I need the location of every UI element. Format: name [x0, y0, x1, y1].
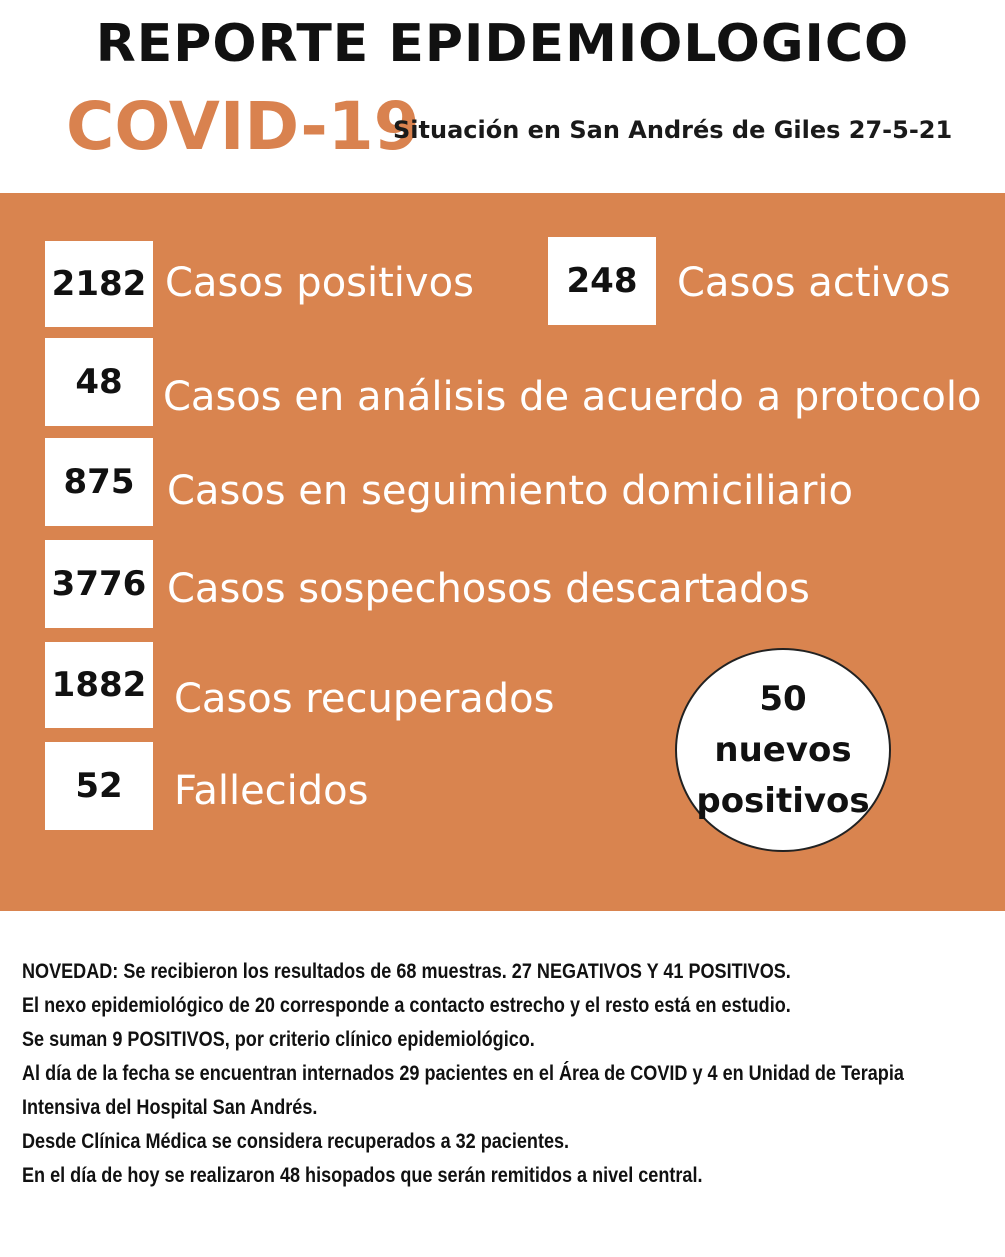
analisis-value-box: [45, 338, 153, 426]
recuperados-value: 1882: [51, 665, 147, 705]
situation-subtitle: Situación en San Andrés de Giles 27-5-21: [393, 116, 953, 144]
positivos-value-box: [45, 241, 153, 327]
domiciliario-label: Casos en seguimiento domiciliario: [167, 468, 854, 514]
novedad-line: El nexo epidemiológico de 20 corresponde a contacto estrecho y el resto está en estudio.: [22, 994, 791, 1017]
nuevos-line2: positivos: [696, 780, 870, 821]
novedad-line: Desde Clínica Médica se considera recuperados a 32 pacientes.: [22, 1130, 570, 1153]
descartados-label: Casos sospechosos descartados: [167, 566, 810, 612]
novedad-line: Intensiva del Hospital San Andrés.: [22, 1096, 318, 1119]
domiciliario-value: 875: [63, 462, 135, 502]
fallecidos-value: 52: [75, 766, 123, 806]
nuevos-line1: nuevos: [714, 729, 852, 770]
positivos-label: Casos positivos: [165, 260, 474, 306]
activos-label: Casos activos: [677, 260, 951, 306]
positivos-value: 2182: [51, 264, 147, 304]
novedad-line: Se suman 9 POSITIVOS, por criterio clínico epidemiológico.: [22, 1028, 535, 1051]
novedad-line: En el día de hoy se realizaron 48 hisopados que serán remitidos a nivel central.: [22, 1164, 703, 1187]
report-title: REPORTE EPIDEMIOLOGICO: [95, 14, 910, 74]
nuevos-number: 50: [759, 678, 807, 719]
covid-heading: COVID-19: [66, 88, 420, 165]
novedad-text: [22, 955, 904, 1193]
recuperados-value-box: [45, 642, 153, 728]
nuevos-positivos-circle: [675, 648, 891, 852]
descartados-value: 3776: [51, 564, 147, 604]
recuperados-label: Casos recuperados: [174, 676, 555, 722]
novedad-line: NOVEDAD: Se recibieron los resultados de 68 muestras. 27 NEGATIVOS Y 41 POSITIVOS.: [22, 960, 791, 983]
analisis-value: 48: [75, 362, 123, 402]
analisis-label: Casos en análisis de acuerdo a protocolo: [163, 374, 982, 420]
novedad-line: Al día de la fecha se encuentran internados 29 pacientes en el Área de COVID y 4 en Unidad de Terapia: [22, 1062, 904, 1085]
fallecidos-label: Fallecidos: [174, 768, 369, 814]
activos-value-box: [548, 237, 656, 325]
descartados-value-box: [45, 540, 153, 628]
fallecidos-value-box: [45, 742, 153, 830]
domiciliario-value-box: [45, 438, 153, 526]
activos-value: 248: [566, 261, 638, 301]
